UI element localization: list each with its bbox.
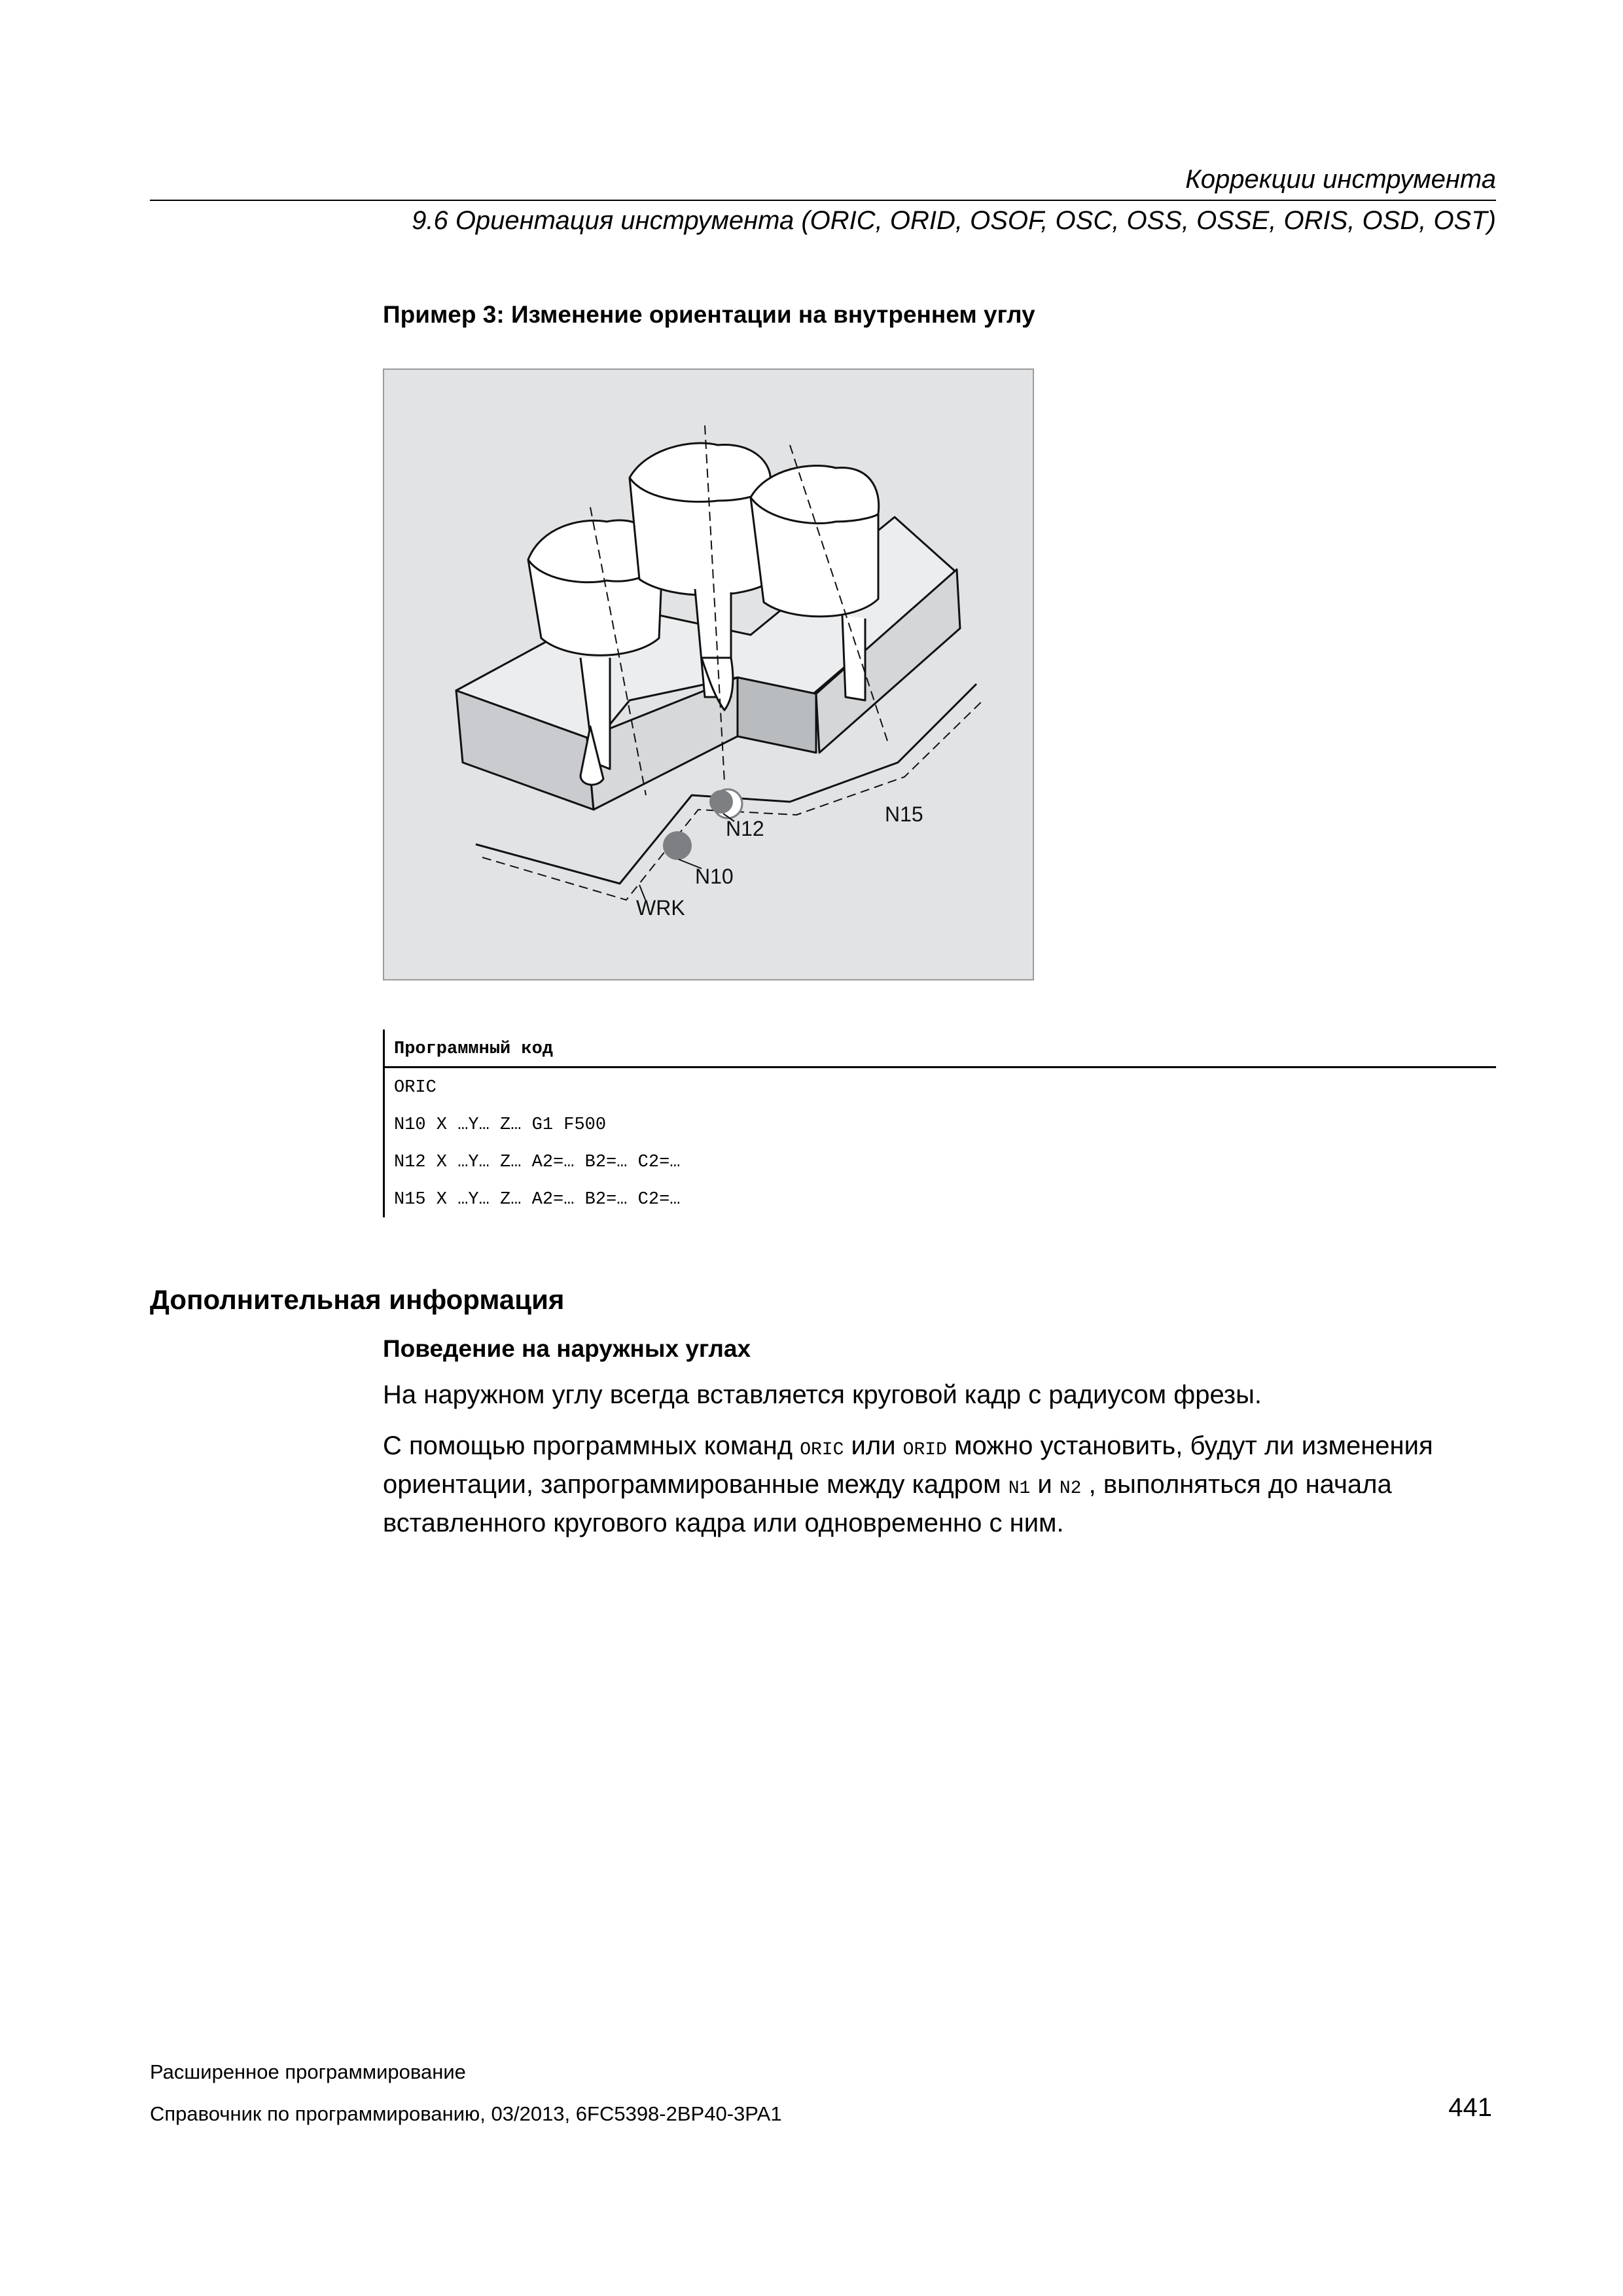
- paragraph-1: На наружном углу всегда вставляется круговой кадр с радиусом фрезы.: [383, 1380, 1262, 1409]
- code-oric: ORIC: [800, 1440, 844, 1460]
- paragraph-2-text: , выполняться до начала вставленного кругового кадра или одновременно с ним.: [383, 1470, 1392, 1537]
- code-row: N15 X …Y… Z… A2=… B2=… C2=…: [394, 1190, 681, 1210]
- label-n12: N12: [726, 817, 764, 840]
- marker-n12: [709, 790, 733, 814]
- paragraph-2: [383, 1429, 1495, 1540]
- section-header: 9.6 Ориентация инструмента (ORIC, ORID, OSOF, OSC, OSS, OSSE, ORIS, OSD, OST): [412, 206, 1496, 235]
- code-row: ORIC: [394, 1078, 437, 1098]
- label-wrk: WRK: [636, 896, 685, 920]
- section-title: Дополнительная информация: [150, 1284, 565, 1315]
- example-title: Пример 3: Изменение ориентации на внутреннем углу: [383, 301, 1035, 328]
- orientation-figure: [383, 368, 1034, 980]
- paragraph-2-text: и: [1030, 1470, 1060, 1499]
- paragraph-2-text: С помощью программных команд: [383, 1431, 800, 1460]
- footer-title: Расширенное программирование: [150, 2060, 466, 2083]
- code-orid: ORID: [902, 1440, 947, 1460]
- footer-reference: Справочник по программированию, 03/2013, 6FC5398-2BP40-3PA1: [150, 2102, 782, 2125]
- chapter-header: Коррекции инструмента: [1185, 165, 1496, 194]
- header-divider: [150, 200, 1496, 201]
- paragraph-2-text: или: [844, 1431, 903, 1460]
- marker-n10: [663, 831, 692, 860]
- label-n15: N15: [885, 802, 923, 826]
- subsection-title: Поведение на наружных углах: [383, 1335, 751, 1362]
- paragraph-2-text: можно установить, будут ли изменения ориентации, запрограммированные между кадром: [383, 1431, 1433, 1499]
- code-n1: N1: [1008, 1479, 1031, 1499]
- label-n10: N10: [695, 865, 734, 888]
- code-table-header: Программный код: [385, 1030, 1496, 1068]
- code-n2: N2: [1059, 1479, 1082, 1499]
- code-row: N12 X …Y… Z… A2=… B2=… C2=…: [394, 1153, 681, 1172]
- page-number: 441: [1448, 2093, 1492, 2122]
- code-row: N10 X …Y… Z… G1 F500: [394, 1115, 607, 1135]
- program-code-table: [383, 1030, 1496, 1217]
- milling-illustration: [384, 370, 1035, 982]
